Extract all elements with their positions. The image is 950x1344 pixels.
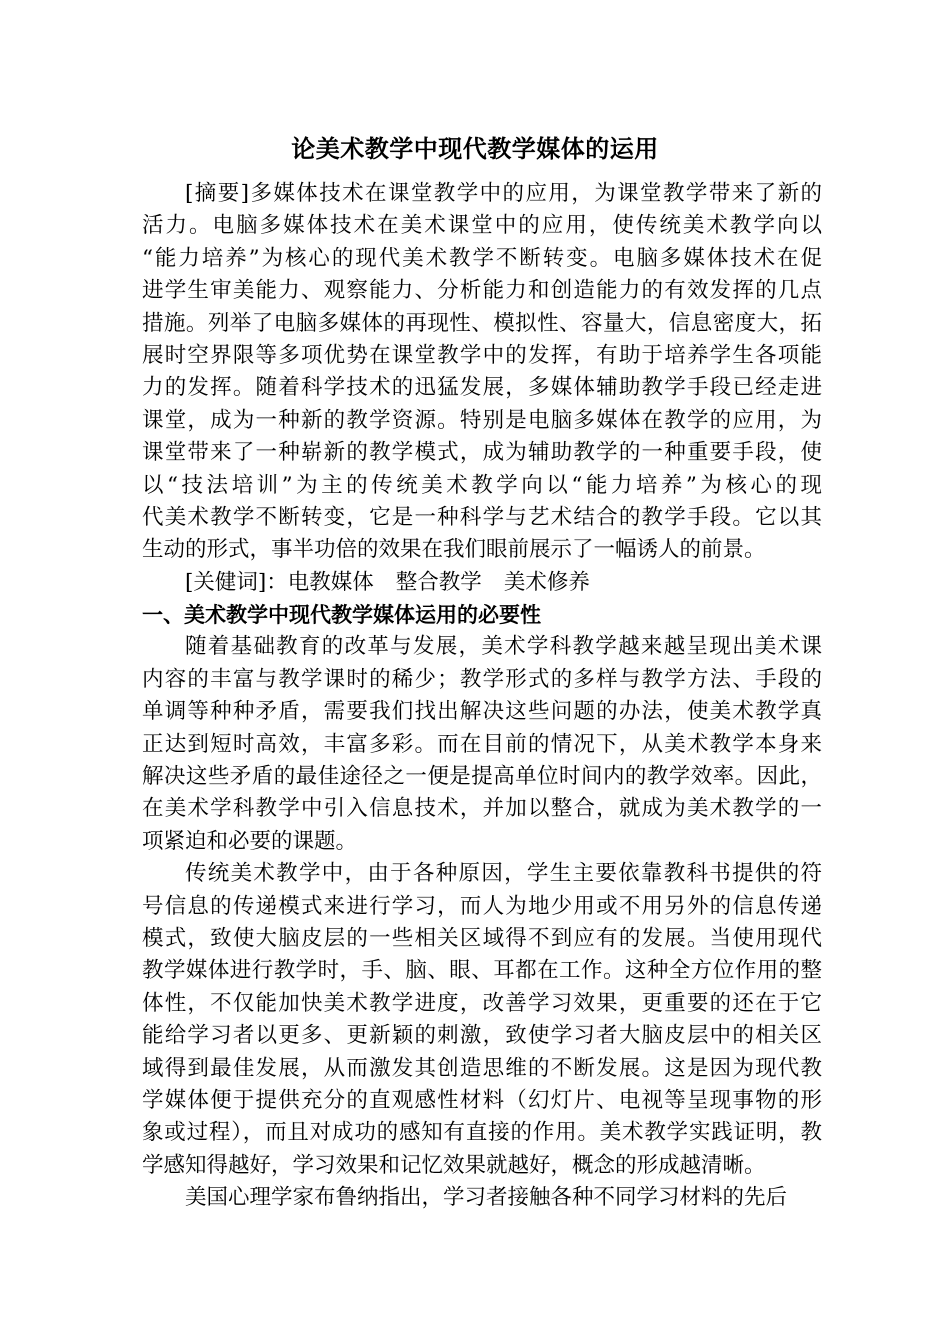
- abstract-label: [摘要]: [185, 181, 250, 206]
- abstract-line: 进学生审美能力、观察能力、分析能力和创造能力的有效发挥的几点: [142, 278, 822, 304]
- paragraph-line: 体性，不仅能加快美术教学进度，改善学习效果，更重要的还在于它: [142, 990, 822, 1016]
- document-title: 论美术教学中现代教学媒体的运用: [291, 135, 659, 163]
- paragraph-line: 美国心理学家布鲁纳指出，学习者接触各种不同学习材料的先后: [185, 1185, 788, 1211]
- abstract-line: “能力培养”为核心的现代美术教学不断转变。电脑多媒体技术在促: [142, 245, 822, 271]
- paragraph-line: 内容的丰富与教学课时的稀少；教学形式的多样与教学方法、手段的: [142, 666, 822, 692]
- abstract-line: 展时空界限等多项优势在课堂教学中的发挥，有助于培养学生各项能: [142, 342, 822, 368]
- keyword-item: 电教媒体: [287, 569, 374, 595]
- paragraph-line: 学感知得越好，学习效果和记忆效果就越好，概念的形成越清晰。: [142, 1152, 766, 1178]
- paragraph-line: 随着基础教育的改革与发展，美术学科教学越来越呈现出美术课: [185, 634, 822, 660]
- abstract-line: 代美术教学不断转变，它是一种科学与艺术结合的教学手段。它以其: [142, 504, 822, 530]
- paragraph-line: 号信息的传递模式来进行学习，而人为地少用或不用另外的信息传递: [142, 893, 822, 919]
- section-heading: 一、美术教学中现代教学媒体运用的必要性: [142, 603, 541, 628]
- paragraph-line: 传统美术教学中，由于各种原因，学生主要依靠教科书提供的符: [185, 861, 822, 887]
- paragraph-line: 学媒体便于提供充分的直观感性材料（幻灯片、电视等呈现事物的形: [142, 1087, 822, 1113]
- paragraph-line: 域得到最佳发展，从而激发其创造思维的不断发展。这是因为现代教: [142, 1055, 822, 1081]
- abstract-line: 以“技法培训”为主的传统美术教学向以“能力培养”为核心的现: [142, 472, 822, 498]
- paragraph-line: 模式，致使大脑皮层的一些相关区域得不到应有的发展。当使用现代: [142, 925, 822, 951]
- abstract-text: 多媒体技术在课堂教学中的应用，为课堂教学带来了新的: [249, 181, 822, 206]
- keyword-item: 整合教学: [395, 569, 482, 595]
- abstract-line: 活力。电脑多媒体技术在美术课堂中的应用，使传统美术教学向以: [142, 213, 822, 239]
- paragraph-line: 能给学习者以更多、更新颖的刺激，致使学习者大脑皮层中的相关区: [142, 1023, 822, 1049]
- abstract-line: 生动的形式，事半功倍的效果在我们眼前展示了一幅诱人的前景。: [142, 537, 766, 563]
- paragraph-line: 正达到短时高效，丰富多彩。而在目前的情况下，从美术教学本身来: [142, 731, 822, 757]
- abstract-line: 课堂，成为一种新的教学资源。特别是电脑多媒体在教学的应用，为: [142, 407, 822, 433]
- paragraph-line: 在美术学科教学中引入信息技术，并加以整合，就成为美术教学的一: [142, 796, 822, 822]
- keywords-line: [142, 567, 822, 599]
- abstract-line: [142, 178, 822, 210]
- abstract-line: 力的发挥。随着科学技术的迅猛发展，多媒体辅助教学手段已经走进: [142, 375, 822, 401]
- paragraph-line: 象或过程），而且对成功的感知有直接的作用。美术教学实践证明，教: [142, 1120, 822, 1146]
- paragraph-line: 项紧迫和必要的课题。: [142, 828, 358, 854]
- abstract-line: 课堂带来了一种崭新的教学模式，成为辅助教学的一种重要手段，使: [142, 440, 822, 466]
- paragraph-line: 教学媒体进行教学时，手、脑、眼、耳都在工作。这种全方位作用的整: [142, 958, 822, 984]
- keyword-item: 美术修养: [503, 569, 590, 595]
- document-body: [142, 178, 822, 1215]
- abstract-line: 措施。列举了电脑多媒体的再现性、模拟性、容量大，信息密度大，拓: [142, 310, 822, 336]
- paragraph-line: 解决这些矛盾的最佳途径之一便是提高单位时间内的教学效率。因此，: [142, 764, 822, 790]
- paragraph-line: 单调等种种矛盾，需要我们找出解决这些问题的办法，使美术教学真: [142, 699, 822, 725]
- keywords-label: [关健词]：: [185, 569, 288, 595]
